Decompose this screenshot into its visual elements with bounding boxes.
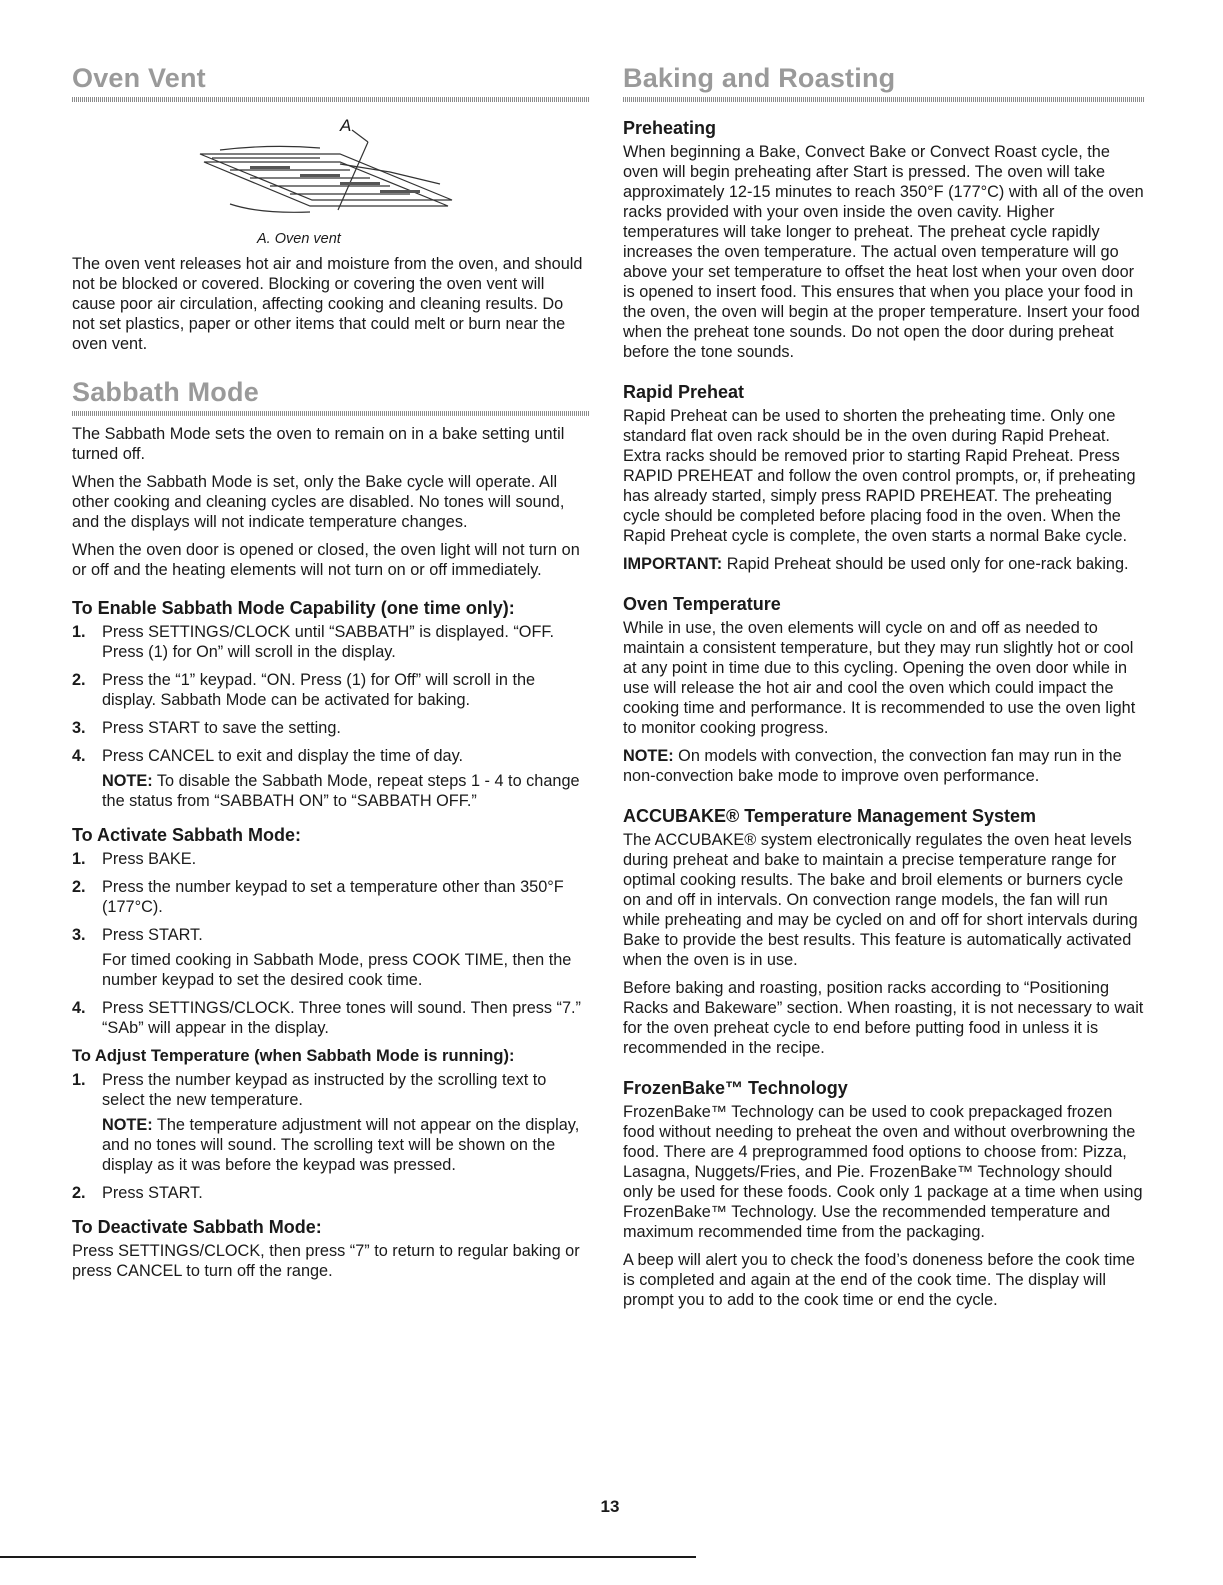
list-item: 1. Press the number keypad as instructed by the scrolling text to select the new temperature. NOTE: The temperature adjustment will not appear on the display, and no tones will sound. The scrolling text will be shown on the display as it was before the keypad was pressed. xyxy=(72,1070,590,1175)
footer-rule xyxy=(0,1556,696,1558)
left-column xyxy=(72,62,590,1289)
oven-vent-illustration xyxy=(190,114,460,226)
list-item: 1. Press SETTINGS/CLOCK until “SABBATH” is displayed. “OFF. Press (1) for On” will scroll in the display. xyxy=(72,623,555,661)
rapid-preheat-important: IMPORTANT: Rapid Preheat should be used only for one-rack baking. xyxy=(623,555,1129,573)
enable-sabbath-heading: To Enable Sabbath Mode Capability (one time only): xyxy=(72,598,515,618)
activate-steps-list xyxy=(72,849,590,1038)
list-item: 2. Press the “1” keypad. “ON. Press (1) for Off” will scroll in the display. Sabbath Mode can be activated for baking. xyxy=(72,671,536,709)
baking-roasting-title: Baking and Roasting xyxy=(623,63,896,93)
preheating-heading: Preheating xyxy=(623,118,717,138)
frozenbake-heading: FrozenBake™ Technology xyxy=(623,1078,848,1098)
accubake-paragraph: The ACCUBAKE® system electronically regulates the oven heat levels during preheat and bake to maintain a precise temperature range for optimal cooking results. The bake and broil elements or burners cycle on and off in intervals. On convection range models, the fan will run while preheating and may be cycled on and off for short intervals during Bake to provide the best results. This feature is automatically activated when the oven is in use. xyxy=(623,831,1138,969)
sabbath-paragraph: When the oven door is opened or closed, the oven light will not turn on or off and the heating elements will not turn on or off immediately. xyxy=(72,541,580,579)
list-item: 3. Press START to save the setting. xyxy=(72,719,341,737)
list-item: 2. Press the number keypad to set a temperature other than 350°F (177°C). xyxy=(72,878,564,916)
accubake-paragraph: Before baking and roasting, position racks according to “Positioning Racks and Bakeware” section. When roasting, it is not necessary to wait for the oven preheat cycle to end before putting food in unless it is recommended in the recipe. xyxy=(623,979,1144,1057)
sabbath-mode-title: Sabbath Mode xyxy=(72,377,259,407)
list-item: 1. Press BAKE. xyxy=(72,850,197,868)
frozenbake-paragraph: FrozenBake™ Technology can be used to cook prepackaged frozen food without needing to preheat the oven and without overbrowning the food. There are 4 preprogrammed food options to choose from: Pizza, Lasagna, Nuggets/Fries, and Pie. FrozenBake™ Technology should only be used for these foods. Cook only 1 package at a time when using FrozenBake™ Technology. Use the recommended temperature and maximum recommended time from the packaging. xyxy=(623,1103,1143,1241)
section-rule xyxy=(72,411,590,416)
sabbath-paragraph: When the Sabbath Mode is set, only the Bake cycle will operate. All other cooking and cleaning cycles are disabled. No tones will sound, and the displays will not indicate temperature changes. xyxy=(72,473,565,531)
note: For timed cooking in Sabbath Mode, press COOK TIME, then the number keypad to set the desired cook time. xyxy=(102,951,572,989)
frozenbake-paragraph: A beep will alert you to check the food’s doneness before the cook time is completed and again at the end of the cook time. The display will prompt you to add to the cook time or end the cycle. xyxy=(623,1251,1135,1309)
accubake-heading: ACCUBAKE® Temperature Management System xyxy=(623,806,1037,826)
right-column xyxy=(623,62,1145,1318)
note: NOTE: To disable the Sabbath Mode, repeat steps 1 - 4 to change the status from “SABBATH ON” to “SABBATH OFF.” xyxy=(102,772,580,810)
section-rule xyxy=(623,97,1145,102)
enable-steps-list xyxy=(72,622,590,811)
page-number: 13 xyxy=(600,1497,620,1516)
oven-temperature-heading: Oven Temperature xyxy=(623,594,781,614)
deactivate-body: Press SETTINGS/CLOCK, then press “7” to return to regular baking or press CANCEL to turn off the range. xyxy=(72,1242,580,1280)
adjust-steps-list xyxy=(72,1070,590,1203)
oven-temperature-body: While in use, the oven elements will cycle on and off as needed to maintain a consistent temperature, but they may run slightly hot or cool at any point in time due to this cycling. Opening the oven door while in use will release the hot air and cool the oven which could impact the cooking time and performance. It is recommended to use the oven light to monitor cooking progress. xyxy=(623,619,1136,737)
list-item: 2. Press START. xyxy=(72,1184,203,1202)
list-item: 4. Press CANCEL to exit and display the time of day. NOTE: To disable the Sabbath Mode, repeat steps 1 - 4 to change the status from “SABBATH ON” to “SABBATH OFF.” xyxy=(72,746,590,811)
figure-caption: A. Oven vent xyxy=(257,231,341,247)
list-item: 3. Press START. For timed cooking in Sabbath Mode, press COOK TIME, then the number keypad to set the desired cook time. xyxy=(72,925,590,990)
oven-vent-body: The oven vent releases hot air and moisture from the oven, and should not be blocked or covered. Blocking or covering the oven vent will cause poor air circulation, affecting cooking and cleaning results. Do not set plastics, paper or other items that could melt or burn near the oven vent. xyxy=(72,255,583,353)
note: NOTE: The temperature adjustment will not appear on the display, and no tones will sound. The scrolling text will be shown on the display as it was before the keypad was pressed. xyxy=(102,1116,580,1174)
activate-sabbath-heading: To Activate Sabbath Mode: xyxy=(72,825,302,845)
list-item: 4. Press SETTINGS/CLOCK. Three tones will sound. Then press “7.” “SAb” will appear in the display. xyxy=(72,999,581,1037)
section-rule xyxy=(72,97,590,102)
rapid-preheat-heading: Rapid Preheat xyxy=(623,382,745,402)
oven-vent-title: Oven Vent xyxy=(72,63,206,93)
adjust-temperature-heading: To Adjust Temperature (when Sabbath Mode is running): xyxy=(72,1047,515,1065)
sabbath-paragraph: The Sabbath Mode sets the oven to remain on in a bake setting until turned off. xyxy=(72,425,565,463)
preheating-body: When beginning a Bake, Convect Bake or Convect Roast cycle, the oven will begin preheating after Start is pressed. The oven will take approximately 12-15 minutes to reach 350°F (177°C) with all of the oven racks provided with your oven inside the oven cavity. Higher temperatures will take longer to preheat. The preheat cycle rapidly increases the oven temperature. The actual oven temperature will go above your set temperature to offset the heat lost when your oven door is opened to insert food. This ensures that when you place your food in the oven, the oven will begin at the proper temperature. Insert your food when the preheat tone sounds. Do not open the door during preheat before the tone sounds. xyxy=(623,143,1144,361)
oven-vent-figure xyxy=(72,114,590,254)
rapid-preheat-body: Rapid Preheat can be used to shorten the preheating time. Only one standard flat oven rack should be in the oven during Rapid Preheat. Extra racks should be removed prior to starting Rapid Preheat. Press RAPID PREHEAT and follow the oven control prompts, or, if preheating has already started, simply press RAPID PREHEAT. The preheating cycle should be completed before placing food in the oven. When the Rapid Preheat cycle is complete, the oven starts a normal Bake cycle. xyxy=(623,407,1136,545)
figure-letter: A xyxy=(340,116,352,135)
oven-temperature-note: NOTE: On models with convection, the convection fan may run in the non-convection bake mode to improve oven performance. xyxy=(623,747,1122,785)
deactivate-sabbath-heading: To Deactivate Sabbath Mode: xyxy=(72,1217,322,1237)
